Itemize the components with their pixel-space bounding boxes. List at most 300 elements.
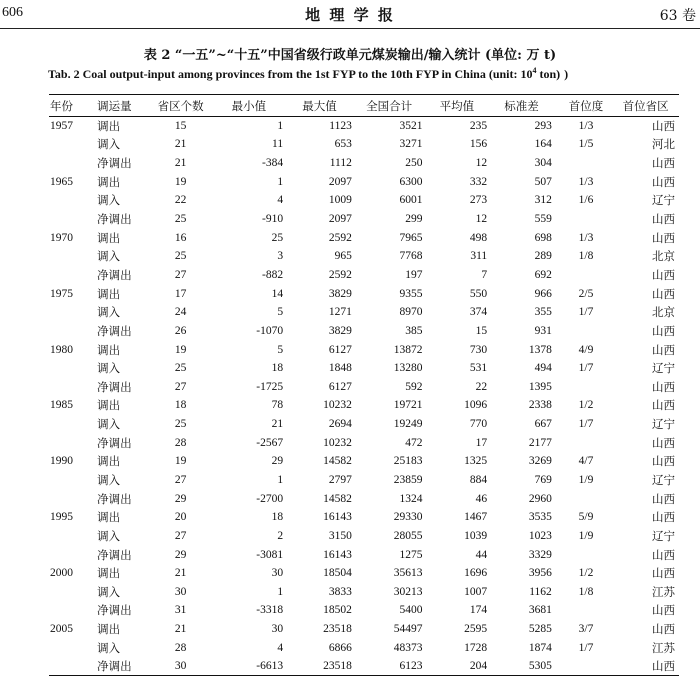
top-province-cell: 山西 bbox=[652, 232, 675, 245]
min-value-cell: 14 bbox=[271, 287, 284, 300]
mean-cell: 531 bbox=[469, 362, 488, 375]
top-province-cell: 山西 bbox=[652, 344, 675, 357]
year-cell bbox=[49, 135, 97, 154]
total-cell: 3521 bbox=[399, 120, 423, 133]
top-province-cell: 辽宁 bbox=[652, 363, 675, 376]
top-province-cell: 山西 bbox=[652, 381, 675, 394]
year-cell: 1995 bbox=[50, 511, 73, 524]
table-row bbox=[49, 583, 679, 602]
year-cell bbox=[49, 415, 97, 434]
std-dev-cell: 3535 bbox=[528, 511, 552, 524]
min-value-cell: 1 bbox=[277, 585, 284, 598]
year-cell bbox=[49, 433, 97, 452]
province-count-cell: 16 bbox=[174, 231, 187, 244]
mean-cell: 770 bbox=[469, 418, 488, 431]
table-row bbox=[49, 545, 679, 564]
max-value-cell: 6127 bbox=[328, 343, 352, 356]
province-count-cell: 25 bbox=[174, 418, 187, 431]
mean-cell: 46 bbox=[475, 492, 488, 505]
top-province-cell: 山西 bbox=[652, 549, 675, 562]
mean-cell: 311 bbox=[470, 250, 488, 263]
primacy-cell: 1/3 bbox=[578, 175, 594, 188]
std-dev-cell: 355 bbox=[534, 306, 552, 319]
province-count-cell: 21 bbox=[174, 567, 187, 580]
year-cell bbox=[49, 657, 97, 676]
province-count-cell: 25 bbox=[174, 213, 187, 226]
std-dev-cell: 692 bbox=[534, 268, 552, 281]
top-province-cell: 北京 bbox=[652, 307, 675, 320]
province-count-cell: 28 bbox=[174, 436, 187, 449]
total-cell: 197 bbox=[405, 268, 423, 281]
mean-cell: 1728 bbox=[464, 641, 488, 654]
top-province-cell: 山西 bbox=[652, 512, 675, 525]
province-count-cell: 25 bbox=[174, 362, 187, 375]
top-province-cell: 山西 bbox=[652, 269, 675, 282]
primacy-cell bbox=[556, 266, 616, 285]
col-header-flow: 调运量 bbox=[97, 100, 132, 113]
primacy-cell: 2/5 bbox=[578, 287, 594, 300]
max-value-cell: 14582 bbox=[323, 455, 352, 468]
province-count-cell: 25 bbox=[174, 250, 187, 263]
table-row bbox=[49, 303, 679, 322]
province-count-cell: 24 bbox=[174, 306, 187, 319]
max-value-cell: 10232 bbox=[323, 399, 352, 412]
table-body bbox=[49, 117, 679, 676]
mean-cell: 15 bbox=[475, 324, 488, 337]
primacy-cell bbox=[556, 601, 616, 620]
max-value-cell: 1123 bbox=[329, 120, 352, 133]
total-cell: 29330 bbox=[393, 511, 423, 524]
max-value-cell: 1112 bbox=[329, 157, 352, 170]
min-value-cell: -910 bbox=[262, 213, 284, 226]
table-caption-cn: 表 2 “一五”~“十五”中国省级行政单元煤炭输出/输入统计 (单位: 万 t) bbox=[143, 48, 557, 63]
table-row bbox=[49, 377, 679, 396]
table-row bbox=[49, 191, 679, 210]
table-row bbox=[49, 508, 679, 527]
primacy-cell bbox=[556, 210, 616, 229]
province-count-cell: 18 bbox=[174, 399, 187, 412]
mean-cell: 1039 bbox=[464, 529, 488, 542]
max-value-cell: 3150 bbox=[328, 529, 352, 542]
min-value-cell: 1 bbox=[277, 120, 284, 133]
min-value-cell: -2567 bbox=[256, 436, 284, 449]
flow-type-cell: 调出 bbox=[97, 568, 121, 581]
mean-cell: 374 bbox=[469, 306, 488, 319]
year-cell bbox=[49, 377, 97, 396]
max-value-cell: 2797 bbox=[328, 473, 352, 486]
flow-type-cell: 净调出 bbox=[97, 269, 132, 282]
year-cell: 1990 bbox=[50, 455, 73, 468]
flow-type-cell: 调入 bbox=[97, 251, 121, 264]
mean-cell: 156 bbox=[469, 138, 488, 151]
year-cell: 1985 bbox=[50, 399, 73, 412]
top-province-cell: 山西 bbox=[652, 661, 675, 674]
min-value-cell: -2700 bbox=[256, 492, 284, 505]
std-dev-cell: 3329 bbox=[528, 548, 552, 561]
top-province-cell: 山西 bbox=[652, 325, 675, 338]
mean-cell: 1007 bbox=[464, 585, 488, 598]
total-cell: 3271 bbox=[399, 138, 423, 151]
min-value-cell: 18 bbox=[271, 362, 284, 375]
std-dev-cell: 312 bbox=[534, 194, 552, 207]
std-dev-cell: 559 bbox=[534, 213, 552, 226]
flow-type-cell: 调入 bbox=[97, 642, 121, 655]
year-cell: 1965 bbox=[50, 175, 73, 188]
flow-type-cell: 调入 bbox=[97, 139, 121, 152]
min-value-cell: -6613 bbox=[256, 660, 284, 673]
max-value-cell: 965 bbox=[334, 250, 352, 263]
year-cell: 1980 bbox=[50, 343, 73, 356]
min-value-cell: 30 bbox=[271, 623, 284, 636]
year-cell: 2000 bbox=[50, 567, 73, 580]
table-row bbox=[49, 228, 679, 247]
primacy-cell bbox=[556, 322, 616, 341]
top-province-cell: 山西 bbox=[652, 400, 675, 413]
max-value-cell: 6127 bbox=[328, 380, 352, 393]
province-count-cell: 30 bbox=[174, 660, 187, 673]
std-dev-cell: 1162 bbox=[529, 585, 552, 598]
flow-type-cell: 净调出 bbox=[97, 549, 132, 562]
table-row bbox=[49, 284, 679, 303]
header-rule bbox=[0, 28, 700, 29]
table-row bbox=[49, 135, 679, 154]
mean-cell: 1096 bbox=[464, 399, 488, 412]
year-cell bbox=[49, 322, 97, 341]
total-cell: 1275 bbox=[399, 548, 423, 561]
top-province-cell: 辽宁 bbox=[652, 474, 675, 487]
year-cell bbox=[49, 545, 97, 564]
flow-type-cell: 净调出 bbox=[97, 605, 132, 618]
year-cell bbox=[49, 154, 97, 173]
std-dev-cell: 5305 bbox=[528, 660, 552, 673]
max-value-cell: 23518 bbox=[323, 660, 352, 673]
total-cell: 25183 bbox=[393, 455, 423, 468]
top-province-cell: 江苏 bbox=[652, 586, 675, 599]
mean-cell: 884 bbox=[469, 473, 488, 486]
primacy-cell bbox=[556, 154, 616, 173]
province-count-cell: 22 bbox=[174, 194, 187, 207]
primacy-cell bbox=[556, 657, 616, 676]
province-count-cell: 21 bbox=[174, 138, 187, 151]
table-row bbox=[49, 359, 679, 378]
flow-type-cell: 净调出 bbox=[97, 661, 132, 674]
flow-type-cell: 调出 bbox=[97, 624, 121, 637]
mean-cell: 17 bbox=[475, 436, 488, 449]
total-cell: 592 bbox=[405, 380, 423, 393]
province-count-cell: 27 bbox=[174, 268, 187, 281]
min-value-cell: 4 bbox=[277, 194, 284, 207]
flow-type-cell: 净调出 bbox=[97, 493, 132, 506]
total-cell: 385 bbox=[405, 324, 423, 337]
flow-type-cell: 调入 bbox=[97, 530, 121, 543]
table-row bbox=[49, 452, 679, 471]
primacy-cell: 5/9 bbox=[578, 511, 594, 524]
col-header-year: 年份 bbox=[50, 100, 73, 113]
std-dev-cell: 769 bbox=[534, 473, 552, 486]
province-count-cell: 19 bbox=[174, 175, 187, 188]
std-dev-cell: 293 bbox=[534, 120, 552, 133]
primacy-cell: 1/2 bbox=[578, 399, 594, 412]
province-count-cell: 30 bbox=[174, 585, 187, 598]
year-cell: 1975 bbox=[50, 287, 73, 300]
top-province-cell: 山西 bbox=[652, 493, 675, 506]
total-cell: 5400 bbox=[399, 604, 423, 617]
flow-type-cell: 净调出 bbox=[97, 158, 132, 171]
flow-type-cell: 调出 bbox=[97, 288, 121, 301]
province-count-cell: 29 bbox=[174, 548, 187, 561]
max-value-cell: 1848 bbox=[328, 362, 352, 375]
primacy-cell bbox=[556, 377, 616, 396]
total-cell: 23859 bbox=[393, 473, 423, 486]
std-dev-cell: 931 bbox=[534, 324, 552, 337]
flow-type-cell: 净调出 bbox=[97, 325, 132, 338]
mean-cell: 730 bbox=[469, 343, 488, 356]
col-header-total: 全国合计 bbox=[366, 100, 413, 113]
table-caption-en bbox=[48, 66, 568, 82]
mean-cell: 235 bbox=[469, 120, 488, 133]
total-cell: 7965 bbox=[399, 231, 423, 244]
max-value-cell: 2097 bbox=[328, 175, 352, 188]
std-dev-cell: 5285 bbox=[528, 623, 552, 636]
mean-cell: 7 bbox=[481, 268, 488, 281]
mean-cell: 2595 bbox=[464, 623, 488, 636]
mean-cell: 204 bbox=[469, 660, 488, 673]
table-row bbox=[49, 527, 679, 546]
total-cell: 6300 bbox=[399, 175, 423, 188]
top-province-cell: 山西 bbox=[652, 158, 675, 171]
col-header-std: 标准差 bbox=[504, 100, 539, 113]
col-header-mean: 平均值 bbox=[439, 100, 475, 113]
max-value-cell: 16143 bbox=[323, 511, 352, 524]
min-value-cell: 3 bbox=[277, 250, 284, 263]
std-dev-cell: 3681 bbox=[528, 604, 552, 617]
page-number: 606 bbox=[2, 5, 23, 20]
mean-cell: 44 bbox=[475, 548, 488, 561]
table-row bbox=[49, 172, 679, 191]
primacy-cell: 1/7 bbox=[578, 362, 594, 375]
top-province-cell: 辽宁 bbox=[652, 530, 675, 543]
min-value-cell: 5 bbox=[277, 306, 284, 319]
top-province-cell: 辽宁 bbox=[652, 195, 675, 208]
top-province-cell: 山西 bbox=[652, 437, 675, 450]
top-province-cell: 山西 bbox=[652, 176, 675, 189]
primacy-cell: 1/7 bbox=[578, 306, 594, 319]
primacy-cell: 4/9 bbox=[578, 343, 594, 356]
top-province-cell: 山西 bbox=[652, 624, 675, 637]
flow-type-cell: 调出 bbox=[97, 456, 121, 469]
min-value-cell: 2 bbox=[277, 529, 284, 542]
primacy-cell: 1/8 bbox=[578, 585, 594, 598]
mean-cell: 1696 bbox=[464, 567, 488, 580]
std-dev-cell: 966 bbox=[534, 287, 552, 300]
min-value-cell: -384 bbox=[262, 157, 284, 170]
year-cell bbox=[49, 247, 97, 266]
max-value-cell: 3833 bbox=[328, 585, 352, 598]
min-value-cell: -1725 bbox=[256, 380, 284, 393]
year-cell bbox=[49, 210, 97, 229]
col-header-primacy: 首位度 bbox=[568, 100, 604, 113]
std-dev-cell: 1023 bbox=[528, 529, 552, 542]
primacy-cell: 1/5 bbox=[578, 138, 594, 151]
total-cell: 9355 bbox=[399, 287, 423, 300]
primacy-cell: 1/6 bbox=[578, 194, 594, 207]
caption-en-superscript: 4 bbox=[532, 66, 537, 75]
province-count-cell: 26 bbox=[174, 324, 187, 337]
min-value-cell: -3081 bbox=[256, 548, 284, 561]
std-dev-cell: 289 bbox=[534, 250, 552, 263]
total-cell: 19721 bbox=[393, 399, 423, 412]
flow-type-cell: 调入 bbox=[97, 586, 121, 599]
flow-type-cell: 调出 bbox=[97, 121, 121, 134]
primacy-cell: 1/3 bbox=[578, 120, 594, 133]
min-value-cell: 11 bbox=[272, 138, 284, 151]
province-count-cell: 21 bbox=[174, 157, 187, 170]
total-cell: 54497 bbox=[393, 623, 423, 636]
header-row bbox=[49, 95, 679, 117]
min-value-cell: 25 bbox=[271, 231, 284, 244]
min-value-cell: -3318 bbox=[256, 604, 284, 617]
year-cell bbox=[49, 266, 97, 285]
province-count-cell: 17 bbox=[174, 287, 187, 300]
year-cell bbox=[49, 191, 97, 210]
coal-flow-table bbox=[49, 94, 679, 676]
total-cell: 299 bbox=[405, 213, 423, 226]
province-count-cell: 20 bbox=[174, 511, 187, 524]
flow-type-cell: 调出 bbox=[97, 400, 121, 413]
max-value-cell: 1009 bbox=[328, 194, 352, 207]
max-value-cell: 18502 bbox=[323, 604, 352, 617]
table-row bbox=[49, 638, 679, 657]
primacy-cell: 1/8 bbox=[578, 250, 594, 263]
table-row bbox=[49, 564, 679, 583]
total-cell: 13280 bbox=[393, 362, 423, 375]
std-dev-cell: 1395 bbox=[528, 380, 552, 393]
year-cell bbox=[49, 583, 97, 602]
top-province-cell: 河北 bbox=[652, 139, 675, 152]
max-value-cell: 2592 bbox=[328, 268, 352, 281]
max-value-cell: 3829 bbox=[328, 287, 352, 300]
min-value-cell: 1 bbox=[277, 175, 284, 188]
max-value-cell: 3829 bbox=[328, 324, 352, 337]
max-value-cell: 18504 bbox=[323, 567, 352, 580]
primacy-cell: 4/7 bbox=[578, 455, 594, 468]
flow-type-cell: 调入 bbox=[97, 195, 121, 208]
table-row bbox=[49, 396, 679, 415]
max-value-cell: 16143 bbox=[323, 548, 352, 561]
max-value-cell: 23518 bbox=[323, 623, 352, 636]
max-value-cell: 6866 bbox=[328, 641, 352, 654]
min-value-cell: 1 bbox=[277, 473, 284, 486]
std-dev-cell: 304 bbox=[534, 157, 552, 170]
primacy-cell bbox=[556, 433, 616, 452]
std-dev-cell: 667 bbox=[534, 418, 552, 431]
table-row bbox=[49, 433, 679, 452]
year-cell bbox=[49, 489, 97, 508]
min-value-cell: 18 bbox=[271, 511, 284, 524]
std-dev-cell: 1378 bbox=[528, 343, 552, 356]
mean-cell: 1325 bbox=[464, 455, 488, 468]
primacy-cell: 3/7 bbox=[578, 623, 594, 636]
flow-type-cell: 净调出 bbox=[97, 381, 132, 394]
total-cell: 35613 bbox=[393, 567, 423, 580]
std-dev-cell: 494 bbox=[534, 362, 552, 375]
flow-type-cell: 调出 bbox=[97, 512, 121, 525]
flow-type-cell: 净调出 bbox=[97, 437, 132, 450]
province-count-cell: 27 bbox=[174, 473, 187, 486]
table-row bbox=[49, 322, 679, 341]
table-row bbox=[49, 154, 679, 173]
primacy-cell: 1/7 bbox=[578, 418, 594, 431]
table-head bbox=[49, 95, 679, 117]
top-province-cell: 北京 bbox=[652, 251, 675, 264]
year-cell bbox=[49, 303, 97, 322]
min-value-cell: 21 bbox=[271, 418, 284, 431]
total-cell: 30213 bbox=[393, 585, 423, 598]
std-dev-cell: 3269 bbox=[528, 455, 552, 468]
table-row bbox=[49, 266, 679, 285]
province-count-cell: 27 bbox=[174, 529, 187, 542]
primacy-cell: 1/9 bbox=[578, 473, 594, 486]
table-row bbox=[49, 340, 679, 359]
primacy-cell: 1/9 bbox=[578, 529, 594, 542]
table-row bbox=[49, 489, 679, 508]
year-cell: 2005 bbox=[50, 623, 73, 636]
min-value-cell: 30 bbox=[271, 567, 284, 580]
table-row bbox=[49, 657, 679, 676]
max-value-cell: 2694 bbox=[328, 418, 352, 431]
table-row bbox=[49, 210, 679, 229]
total-cell: 13872 bbox=[393, 343, 423, 356]
total-cell: 28055 bbox=[393, 529, 423, 542]
top-province-cell: 山西 bbox=[652, 456, 675, 469]
std-dev-cell: 2177 bbox=[528, 436, 552, 449]
year-cell bbox=[49, 527, 97, 546]
flow-type-cell: 调入 bbox=[97, 419, 121, 432]
top-province-cell: 江苏 bbox=[652, 642, 675, 655]
top-province-cell: 山西 bbox=[652, 605, 675, 618]
journal-name: 地 理 学 报 bbox=[305, 6, 395, 24]
total-cell: 19249 bbox=[393, 418, 423, 431]
table-row bbox=[49, 415, 679, 434]
flow-type-cell: 调入 bbox=[97, 363, 121, 376]
mean-cell: 498 bbox=[469, 231, 488, 244]
min-value-cell: 5 bbox=[277, 343, 284, 356]
flow-type-cell: 调入 bbox=[97, 474, 121, 487]
col-header-max: 最大值 bbox=[302, 100, 337, 113]
col-header-count: 省区个数 bbox=[157, 100, 204, 113]
std-dev-cell: 3956 bbox=[528, 567, 552, 580]
total-cell: 8970 bbox=[399, 306, 423, 319]
flow-type-cell: 调出 bbox=[97, 176, 121, 189]
max-value-cell: 1271 bbox=[328, 306, 352, 319]
volume-label: 63 卷 bbox=[659, 8, 696, 24]
max-value-cell: 653 bbox=[334, 138, 352, 151]
total-cell: 48373 bbox=[393, 641, 423, 654]
max-value-cell: 10232 bbox=[323, 436, 352, 449]
top-province-cell: 山西 bbox=[652, 214, 675, 227]
primacy-cell: 1/7 bbox=[578, 641, 594, 654]
std-dev-cell: 2960 bbox=[528, 492, 552, 505]
flow-type-cell: 调入 bbox=[97, 307, 121, 320]
max-value-cell: 14582 bbox=[323, 492, 352, 505]
total-cell: 6001 bbox=[399, 194, 423, 207]
top-province-cell: 山西 bbox=[652, 121, 675, 134]
province-count-cell: 15 bbox=[174, 120, 187, 133]
total-cell: 472 bbox=[405, 436, 423, 449]
table-row bbox=[49, 601, 679, 620]
total-cell: 250 bbox=[405, 157, 423, 170]
mean-cell: 1467 bbox=[464, 511, 488, 524]
